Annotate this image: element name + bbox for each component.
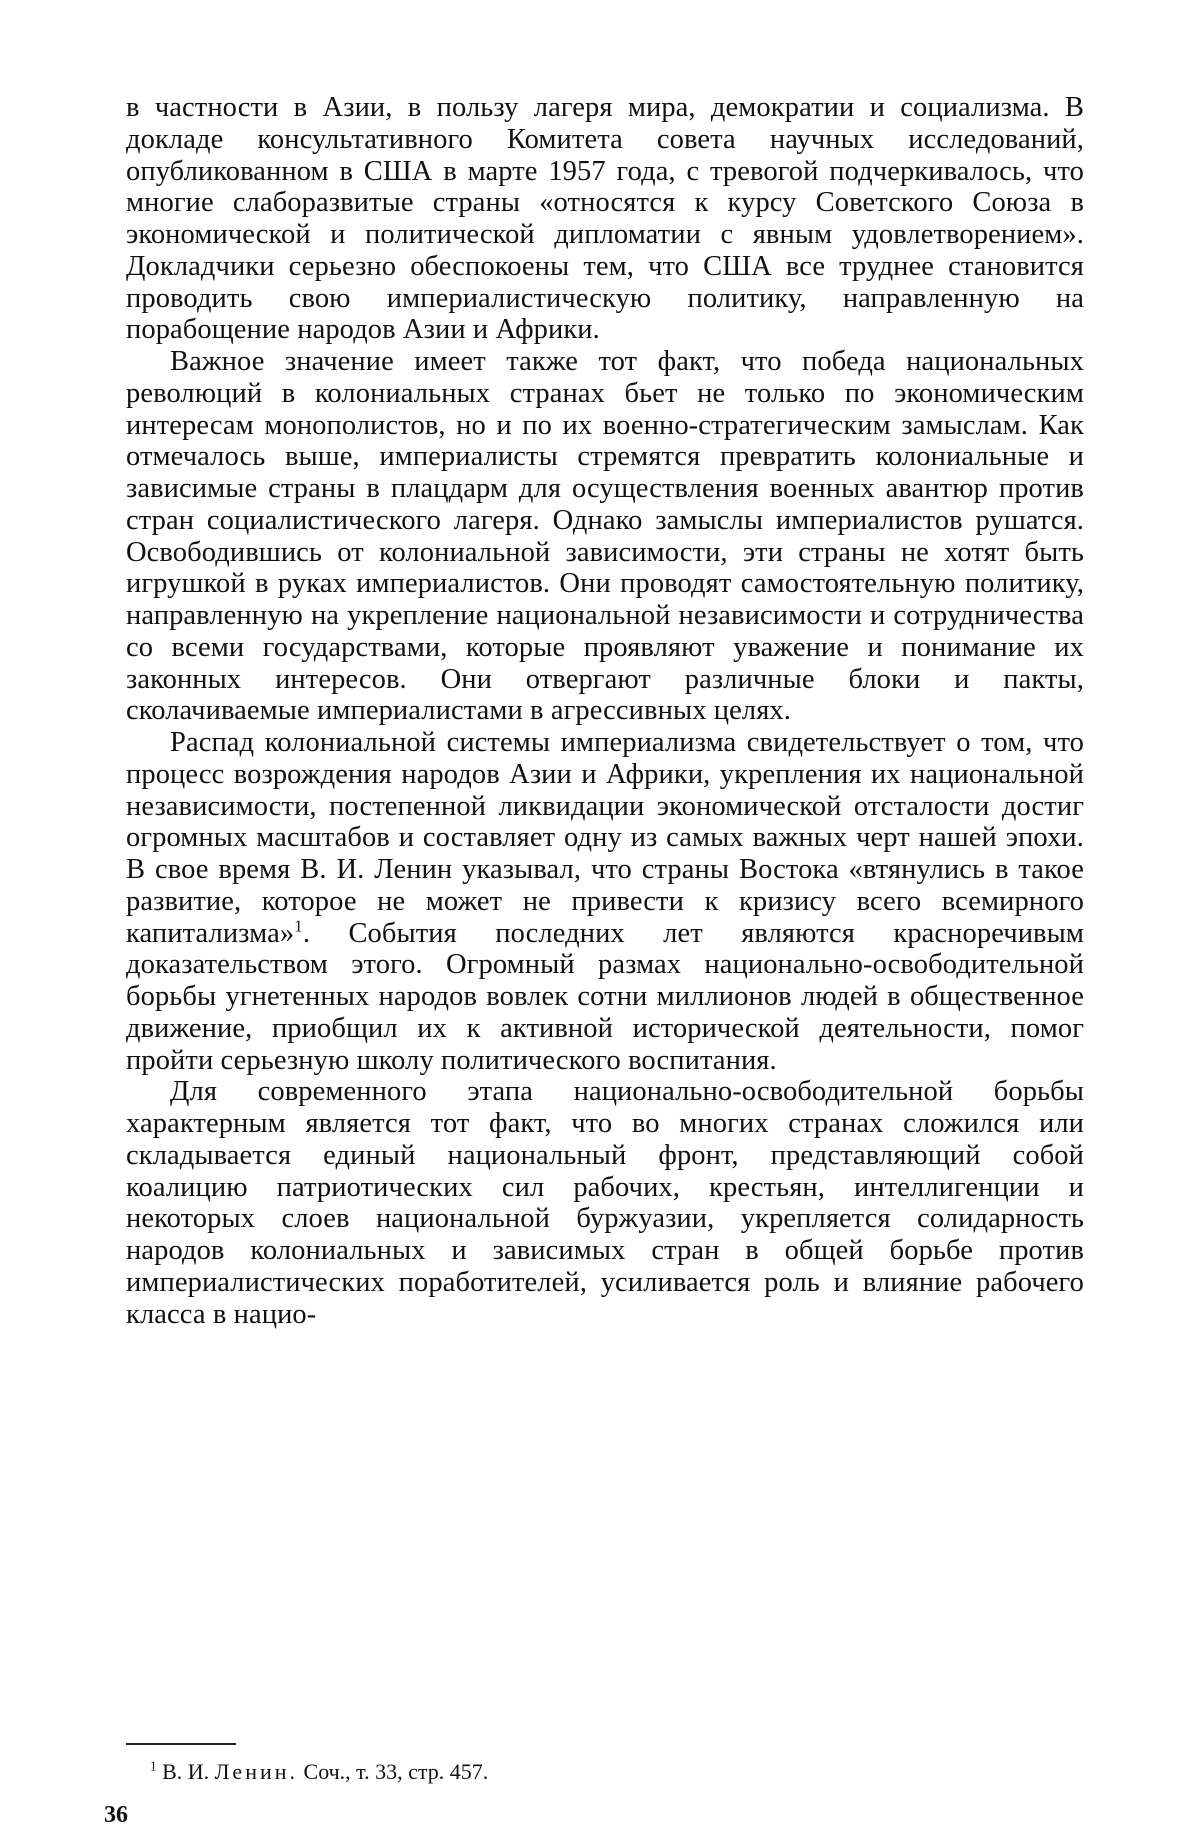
footnote-author-initials: В. И. (162, 1759, 209, 1784)
paragraph-3 (126, 727, 1084, 1076)
paragraph-2: Важное значение имеет также тот факт, что победа национальных революций в колониальных странах бьет не только по экономическим интересам монополистов, но и по их военно-стратегическим замыслам. Как отмечалось выше, империалисты стремятся превратить колониальные и зависимые страны в плацдарм для осуществления военных авантюр против стран социалистического лагеря. Однако замыслы империалистов рушатся. Освободившись от колониальной зависимости, эти страны не хотят быть игрушкой в руках империалистов. Они проводят самостоятельную политику, направленную на укрепление национальной независимости и сотрудничества со всеми государствами, которые проявляют уважение и понимание их законных интересов. Они отвергают различные блоки и пакты, сколачиваемые империалистами в агрессивных целях. (126, 346, 1084, 727)
footnote-author-surname: Ленин. (215, 1759, 298, 1784)
footnote (150, 1759, 488, 1785)
paragraph-1: в частности в Азии, в пользу лагеря мира, демократии и социализма. В докладе консультативного Комитета совета научных исследований, опубликованном в США в марте 1957 года, с тревогой подчеркивалось, что многие слаборазвитые страны «относятся к курсу Советского Союза в экономической и политической дипломатии с явным удовлетворением». Докладчики серьезно обеспокоены тем, что США все труднее становится проводить свою империалистическую политику, направленную на порабощение народов Азии и Африки. (126, 92, 1084, 346)
main-text (126, 92, 1084, 1330)
footnote-divider (126, 1743, 236, 1745)
paragraph-4: Для современного этапа национально-освободительной борьбы характерным является тот факт, что во многих странах сложился или складывается единый национальный фронт, представляющий собой коалицию патриотических сил рабочих, крестьян, интеллигенции и некоторых слоев национальной буржуазии, укрепляется солидарность народов колониальных и зависимых стран в общей борьбе против империалистических поработителей, усиливается роль и влияние рабочего класса в нацио- (126, 1076, 1084, 1330)
paragraph-3-text-after-reference: . События последних лет являются красноречивым доказательством этого. Огромный размах национально-освободительной борьбы угнетенных народов вовлек сотни миллионов людей в общественное движение, приобщил их к активной исторической деятельности, помог пройти серьезную школу политического воспитания. (126, 918, 1084, 1076)
footnote-reference: 1 (294, 916, 303, 935)
page-number: 36 (104, 1802, 128, 1828)
book-page (0, 0, 1200, 1838)
footnote-source: Соч., т. 33, стр. 457. (304, 1759, 489, 1784)
footnote-marker: 1 (150, 1759, 157, 1774)
paragraph-3-text-before-reference: Распад колониальной системы империализма свидетельствует о том, что процесс возрождения народов Азии и Африки, укрепления их национальной независимости, постепенной ликвидации экономической отсталости достиг огромных масштабов и составляет одну из самых важных черт нашей эпохи. В свое время В. И. Ленин указывал, что страны Востока «втянулись в такое развитие, которое не может не привести к кризису всего всемирного капитализма» (126, 727, 1084, 949)
